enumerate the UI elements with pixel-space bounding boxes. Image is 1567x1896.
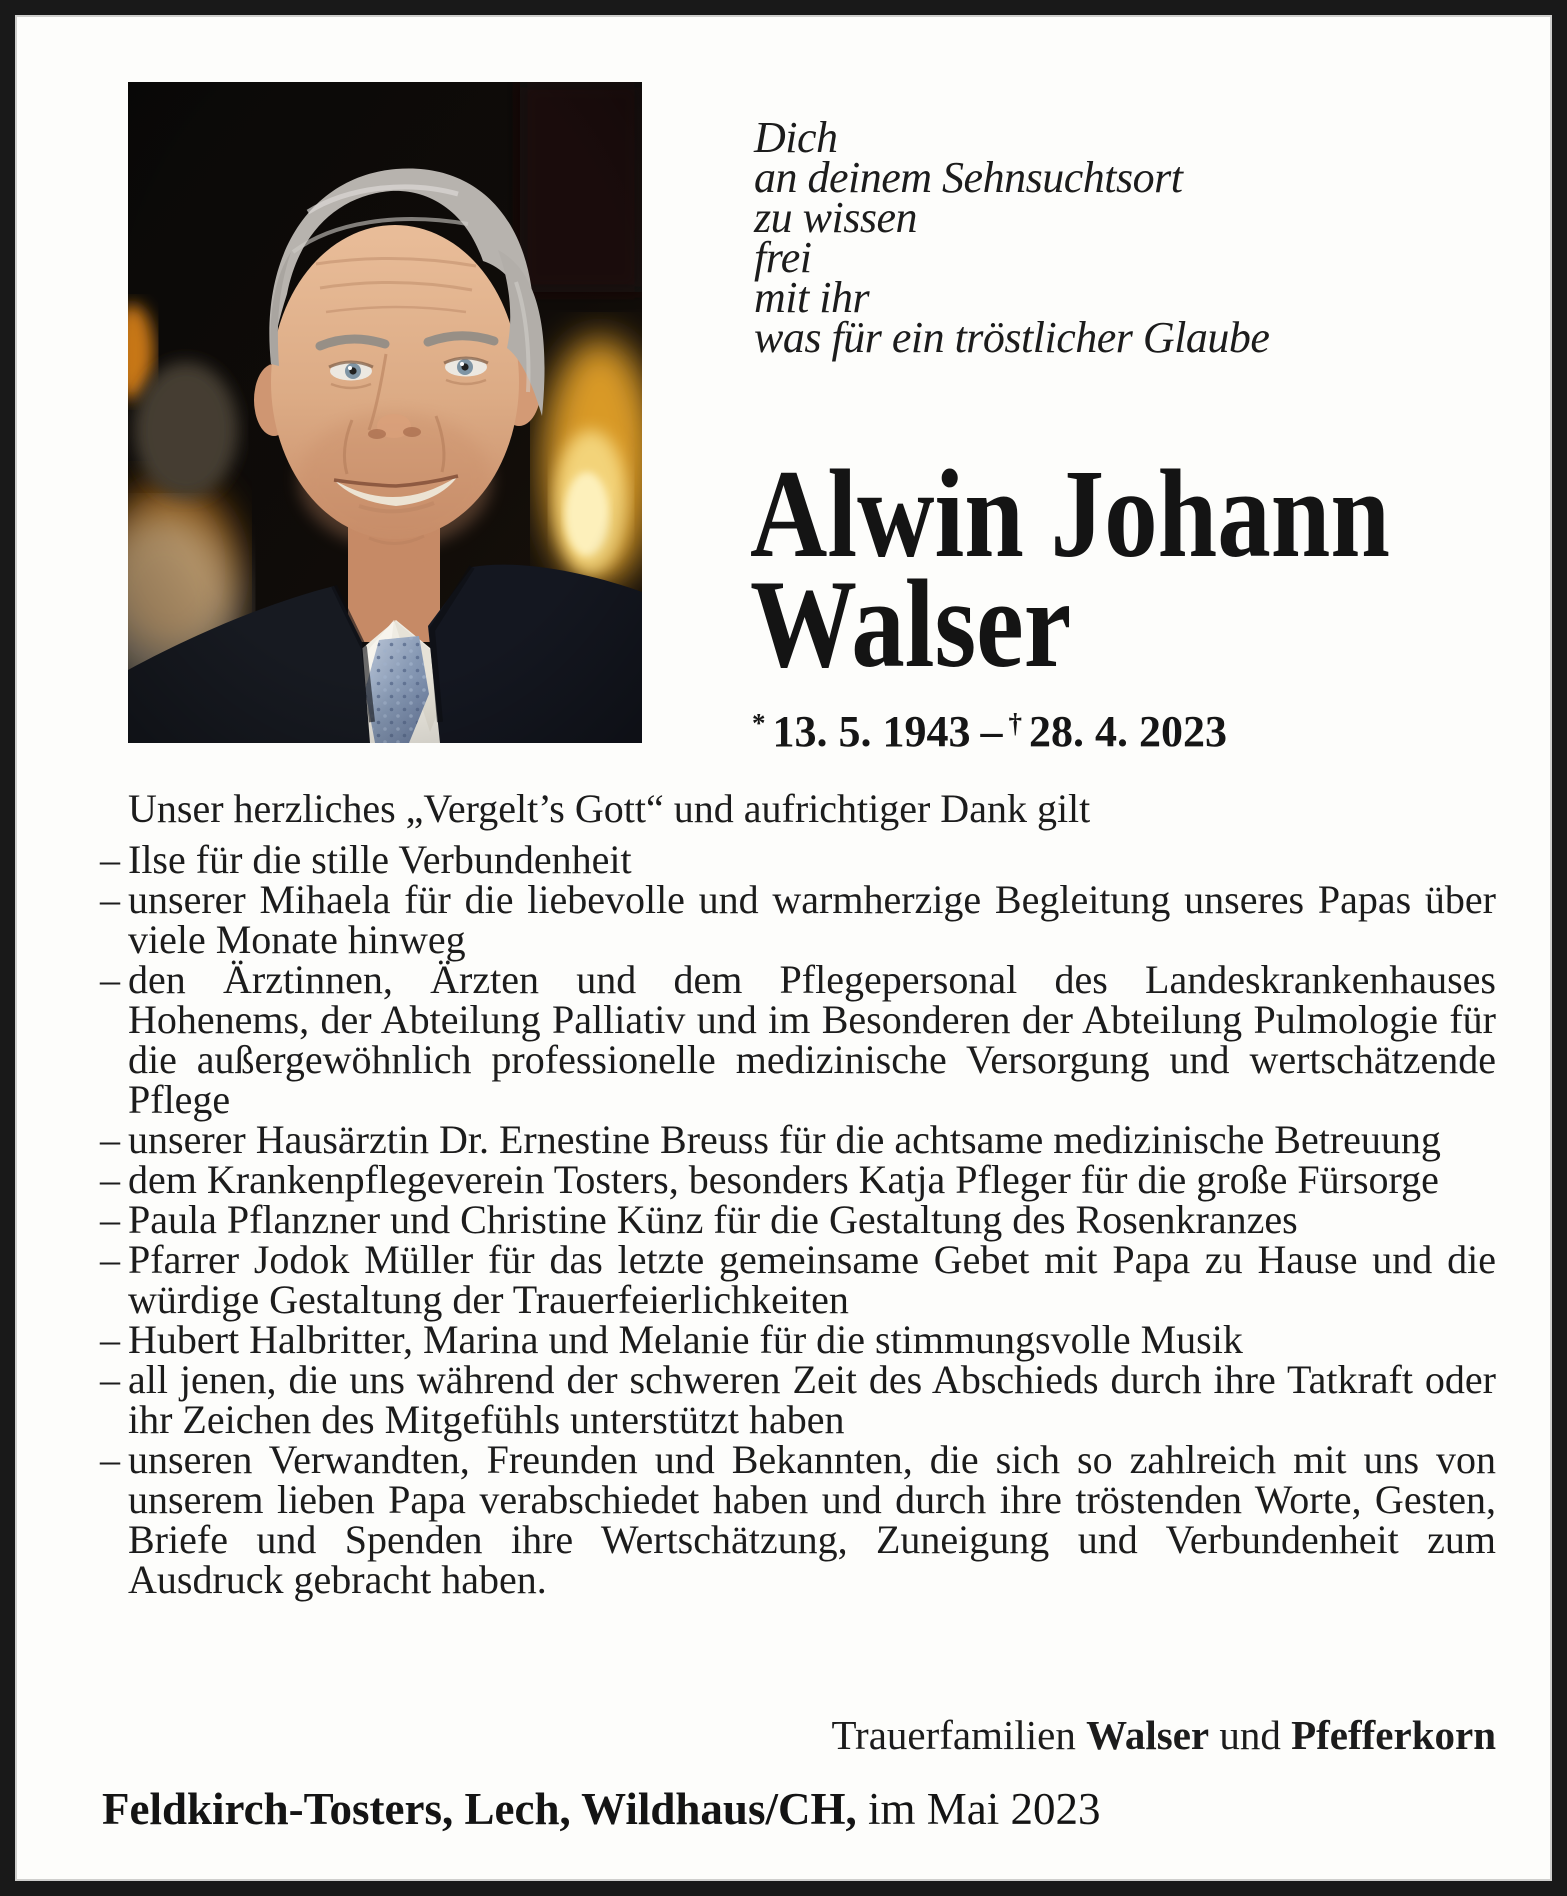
thanks-item xyxy=(100,957,1496,1122)
bullet-dash: – xyxy=(100,957,120,1002)
thanks-item xyxy=(100,837,1496,882)
footer-places: Feldkirch-Tosters, Lech, Wildhaus/CH, xyxy=(102,1784,857,1834)
bullet-dash: – xyxy=(100,1117,120,1162)
thanks-item-text: dem Krankenpflegeverein Tosters, besonders Katja Pfleger für die große Fürsorge xyxy=(128,1157,1439,1202)
death-date: 28. 4. 2023 xyxy=(1029,707,1227,756)
deceased-first-names: Alwin Johann xyxy=(750,445,1390,584)
thanks-item xyxy=(100,1117,1496,1162)
thanks-list xyxy=(100,837,1496,1602)
thanks-item xyxy=(100,1197,1496,1242)
thanks-item xyxy=(100,1157,1496,1202)
portrait-photo xyxy=(128,82,642,743)
poem-line: was für ein tröstlicher Glaube xyxy=(754,313,1270,362)
thanks-item-text: unserer Mihaela für die liebevolle und warmherzige Begleitung unseres Papas über viele Monate hinweg xyxy=(128,877,1496,962)
thanks-intro: Unser herzliches „Vergelt’s Gott“ und aufrichtiger Dank gilt xyxy=(128,786,1091,831)
photo-vignette xyxy=(128,82,642,743)
poem-line: an deinem Sehnsuchtsort xyxy=(754,153,1183,202)
mourning-families-line xyxy=(831,1711,1496,1759)
poem-line: Dich xyxy=(754,113,838,162)
thanks-item-text: Paula Pflanzner und Christine Künz für die Gestaltung des Rosenkranzes xyxy=(128,1197,1298,1242)
bullet-dash: – xyxy=(100,1357,120,1402)
bullet-dash: – xyxy=(100,1237,120,1282)
thanks-item xyxy=(100,1357,1496,1442)
thanks-item-text: den Ärztinnen, Ärzten und dem Pflegepersonal des Landeskrankenhauses Hohenems, der Abteilung Palliativ und im Besonderen der Abteilung Pulmologie für die außergewöhnlich professionelle medizinische Versorgung und wertschätzende Pflege xyxy=(128,957,1496,1122)
life-dates xyxy=(752,706,1227,757)
birth-date: 13. 5. 1943 xyxy=(772,707,971,756)
thanks-item-text: unseren Verwandten, Freunden und Bekannten, die sich so zahlreich mit uns von unserem lieben Papa verabschiedet haben und durch ihre tröstenden Worte, Gesten, Briefe und Spenden ihre Wertschätzung, Zuneigung und Verbundenheit zum Ausdruck gebracht haben. xyxy=(128,1437,1496,1602)
thanks-item-text: Pfarrer Jodok Müller für das letzte gemeinsame Gebet mit Papa zu Hause und die würdige Gestaltung der Trauerfeierlichkeiten xyxy=(128,1237,1496,1322)
footer-date: im Mai 2023 xyxy=(856,1784,1101,1834)
poem-line: frei xyxy=(754,233,812,282)
bullet-dash: – xyxy=(100,837,120,882)
family-name-walser: Walser xyxy=(1086,1712,1210,1758)
poem-line: zu wissen xyxy=(754,193,917,242)
thanks-item-text: all jenen, die uns während der schweren Zeit des Abschieds durch ihre Tatkraft oder ihr Zeichen des Mitgefühls unterstützt haben xyxy=(128,1357,1496,1442)
thanks-item-text: unserer Hausärztin Dr. Ernestine Breuss für die achtsame medizinische Betreuung xyxy=(128,1117,1441,1162)
bullet-dash: – xyxy=(100,1317,120,1362)
bullet-dash: – xyxy=(100,877,120,922)
thanks-section xyxy=(100,786,1496,1602)
thanks-item-text: Ilse für die stille Verbundenheit xyxy=(128,837,632,882)
family-name-pfefferkorn: Pfefferkorn xyxy=(1291,1712,1496,1758)
thanks-item xyxy=(100,1437,1496,1602)
bullet-dash: – xyxy=(100,1437,120,1482)
signoff-prefix: Trauerfamilien xyxy=(831,1712,1087,1758)
deceased-last-name: Walser xyxy=(750,555,1072,694)
signoff-connector: und xyxy=(1209,1712,1292,1758)
bullet-dash: – xyxy=(100,1157,120,1202)
deceased-name xyxy=(750,445,1390,694)
memorial-poem xyxy=(754,113,1270,362)
thanks-item xyxy=(100,1317,1496,1362)
birth-star-symbol: * xyxy=(752,708,766,738)
bullet-dash: – xyxy=(100,1197,120,1242)
thanks-item xyxy=(100,1237,1496,1322)
portrait-photo-illustration xyxy=(128,82,642,743)
thanks-item-text: Hubert Halbritter, Marina und Melanie für die stimmungsvolle Musik xyxy=(128,1317,1243,1362)
thanks-item xyxy=(100,877,1496,962)
dates-separator: – xyxy=(980,707,1003,756)
death-dagger-symbol: † xyxy=(1008,708,1022,738)
poem-line: mit ihr xyxy=(754,273,870,322)
places-date-line xyxy=(102,1783,1100,1835)
